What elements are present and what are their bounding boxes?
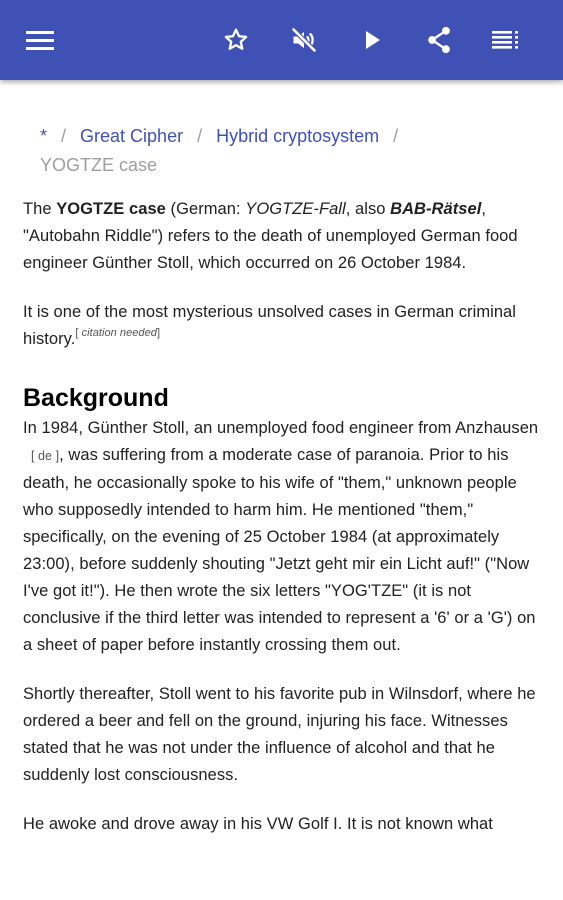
play-icon[interactable] xyxy=(352,20,392,60)
interlanguage-link-de[interactable]: [ de ] xyxy=(31,449,60,463)
breadcrumb xyxy=(40,122,543,180)
intro-paragraph: The YOGTZE case (German: YOGTZE-Fall, also BAB-Rätsel, "Autobahn Riddle") refers to the death of unemployed German food engineer Günther Stoll, which occurred on 26 October 1984. xyxy=(23,200,518,272)
golf-paragraph: He awoke and drove away in his VW Golf I. It is not known what xyxy=(23,815,493,833)
background-paragraph: In 1984, Günther Stoll, an unemployed food engineer from Anzhausen [ de ], was suffering from a moderate case of paranoia. Prior to his death, he occasionally spoke to his wife of "them," unknown people who supposedly intended to harm him. He mentioned "them," specifically, on the evening of 25 October 1984 (at approximately 23:00), before suddenly shouting "Jetzt geht mir ein Licht auf!" ("Now I've got it!"). He then wrote the six letters "YOG'TZE" (it is not conclusive if the third letter was intended to represent a '6' or a 'G') on a sheet of paper before instantly crossing them out. xyxy=(23,419,539,654)
citation-needed-link[interactable]: [ citation needed] xyxy=(75,327,161,339)
breadcrumb-great-cipher[interactable]: Great Cipher xyxy=(80,126,184,146)
breadcrumb-home[interactable]: * xyxy=(40,126,48,146)
toc-icon[interactable] xyxy=(486,20,526,60)
menu-icon[interactable] xyxy=(20,20,60,60)
breadcrumb-separator: / xyxy=(197,126,203,146)
share-icon[interactable] xyxy=(419,20,459,60)
breadcrumb-separator: / xyxy=(61,126,67,146)
section-heading-background: Background xyxy=(23,384,169,412)
app-bar xyxy=(0,0,563,80)
breadcrumb-separator: / xyxy=(393,126,399,146)
pub-paragraph: Shortly thereafter, Stoll went to his favorite pub in Wilnsdorf, where he ordered a beer and fell on the ground, injuring his face. Witnesses stated that he was not under the influence of alcohol and that he suddenly lost consciousness. xyxy=(23,685,536,784)
article-content xyxy=(23,122,543,860)
star-icon[interactable] xyxy=(216,20,256,60)
mute-icon[interactable] xyxy=(284,20,324,60)
breadcrumb-current: YOGTZE case xyxy=(40,155,158,175)
history-paragraph: It is one of the most mysterious unsolved cases in German criminal history.[ citation needed] xyxy=(23,303,516,348)
breadcrumb-hybrid-cryptosystem[interactable]: Hybrid cryptosystem xyxy=(216,126,380,146)
